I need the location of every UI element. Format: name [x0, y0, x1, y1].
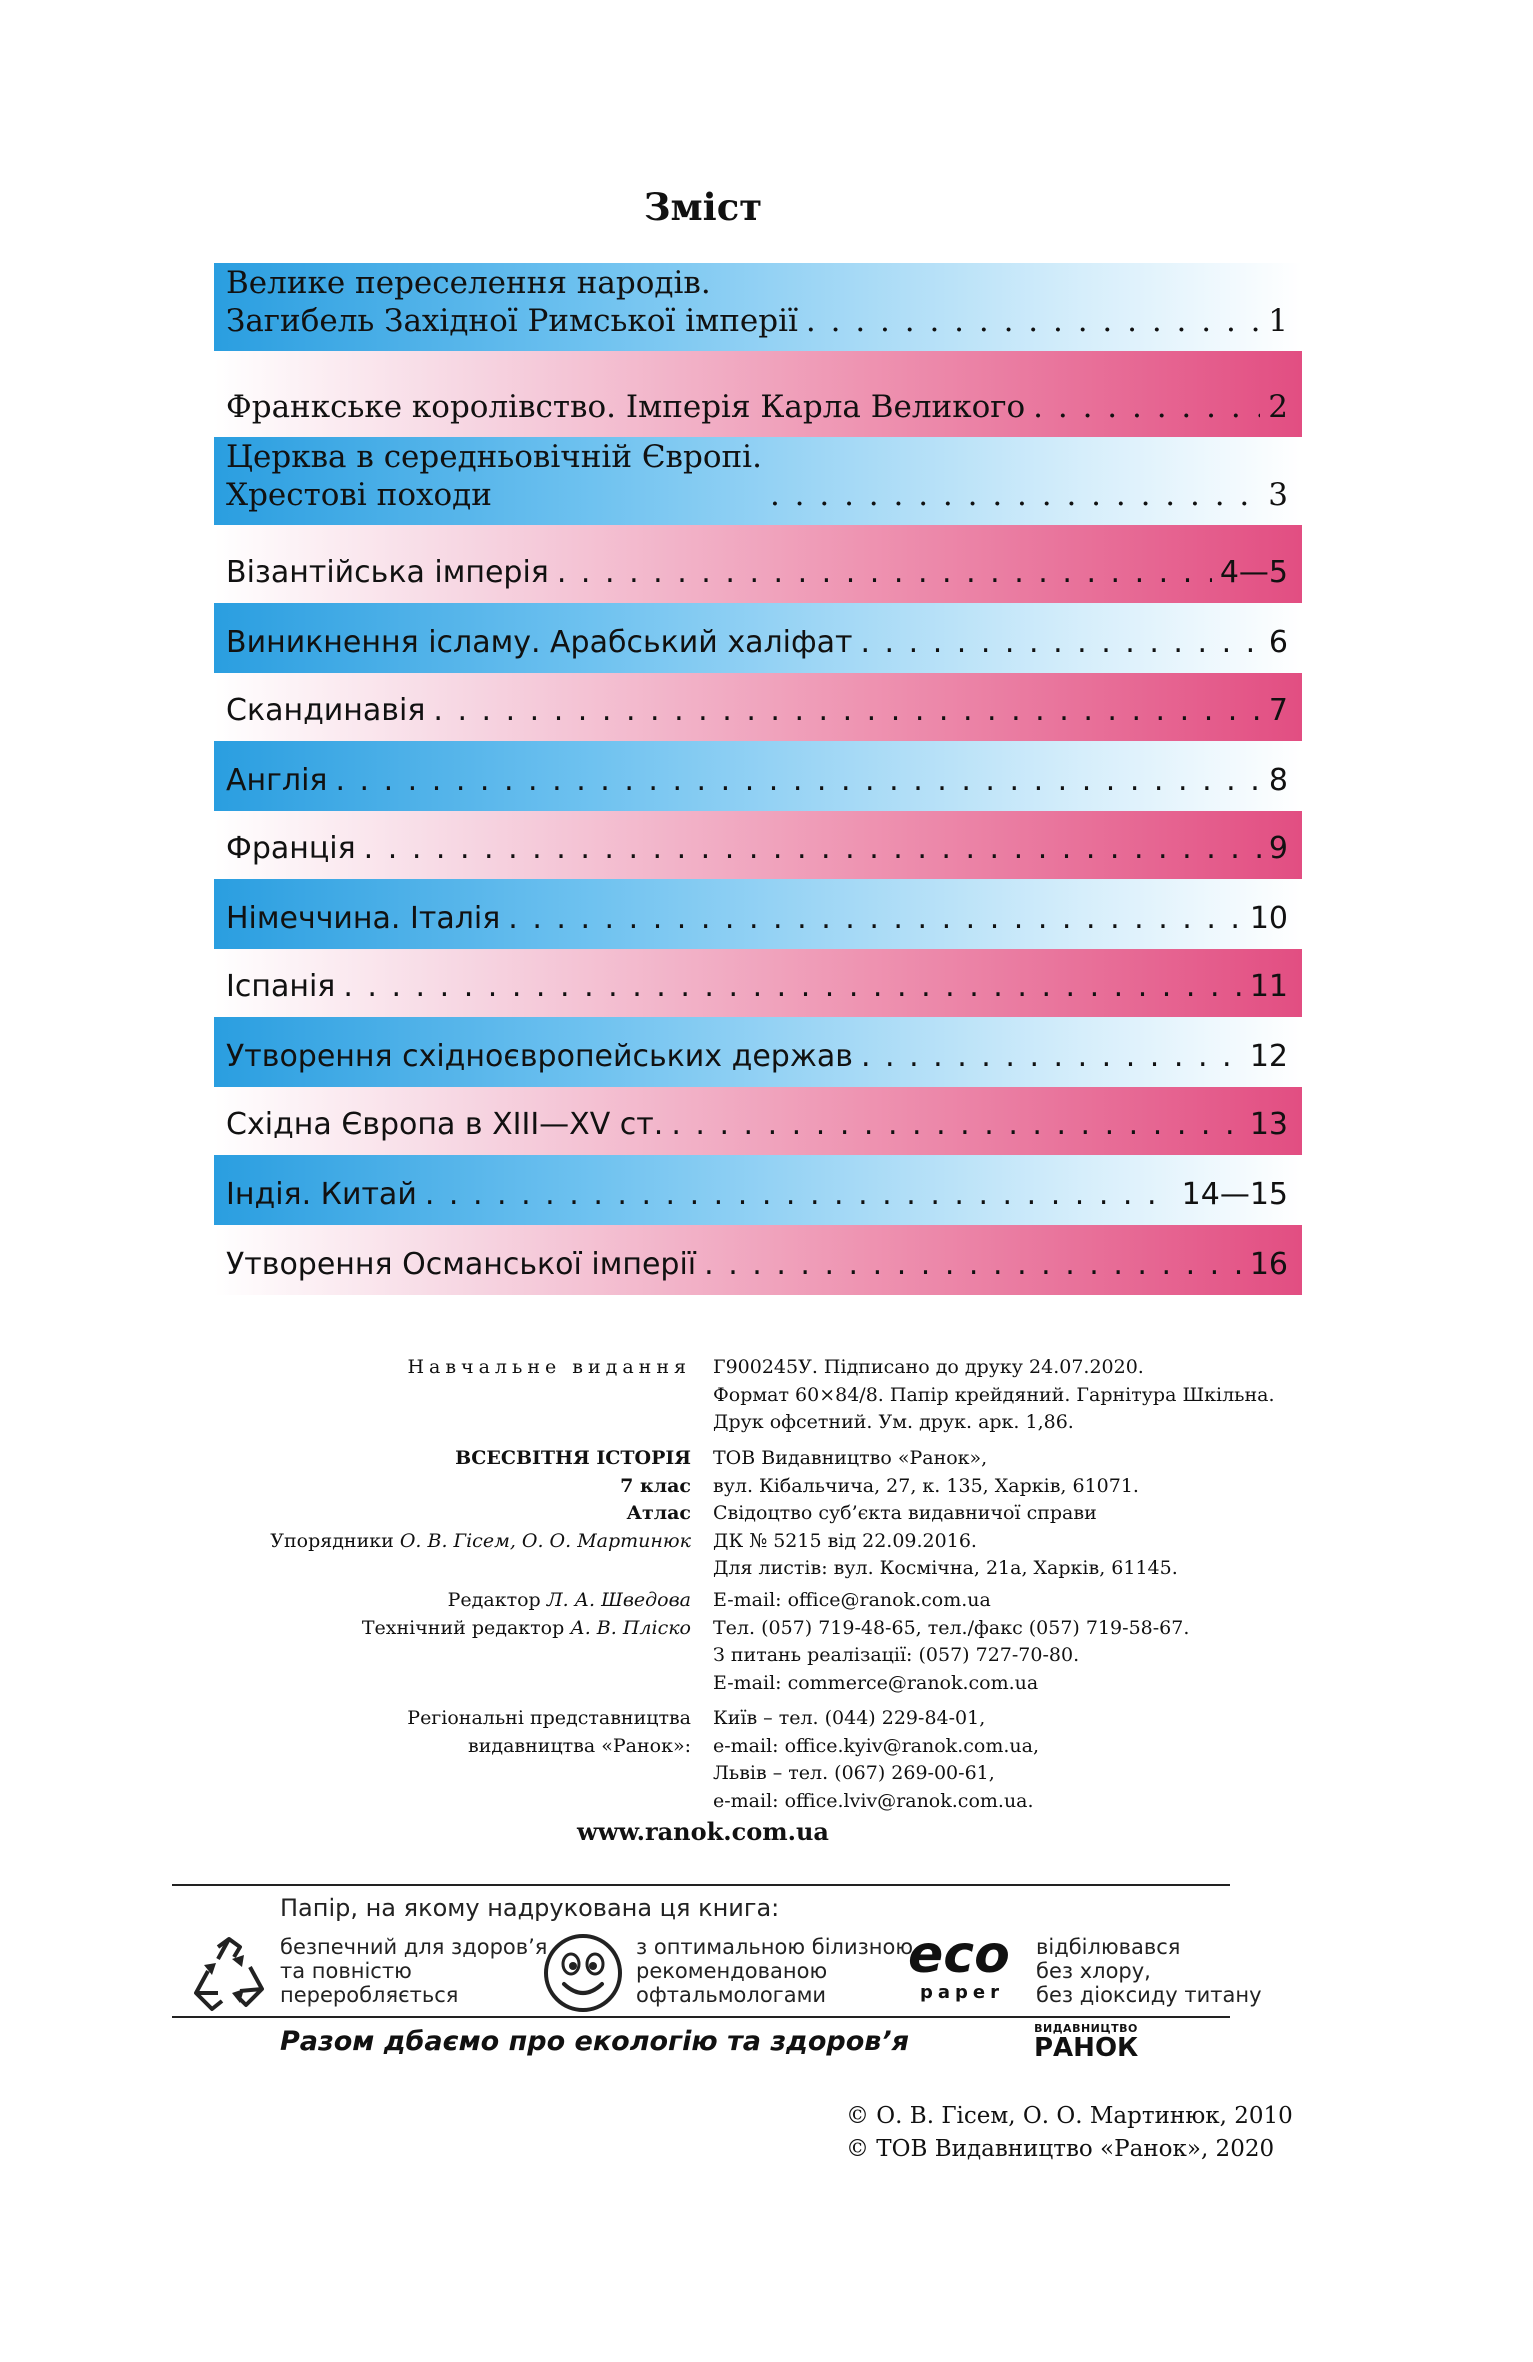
toc-row — [214, 949, 1302, 1017]
toc-dot-leader — [433, 692, 1261, 730]
regional-offices — [713, 1705, 1039, 1815]
toc-dot-leader — [770, 476, 1260, 514]
recycle-icon — [188, 1935, 270, 2017]
toc-dot-leader — [806, 302, 1260, 340]
toc-dot-leader — [508, 900, 1242, 938]
contact-line: E-mail: office@ranok.com.ua — [713, 1589, 991, 1611]
toc-title: Англія — [226, 763, 328, 798]
toc-title: Німеччина. Італія — [226, 901, 501, 936]
contact-line: E-mail: commerce@ranok.com.ua — [713, 1671, 1039, 1694]
eco-item-line: офтальмологами — [636, 1983, 827, 2007]
regional-line: e-mail: office.lviv@ranok.com.ua. — [713, 1789, 1034, 1812]
toc-row — [214, 879, 1302, 949]
eco-item-line: відбілювався — [1036, 1935, 1181, 1959]
toc-title: Візантійська імперія — [226, 555, 549, 590]
contact-line: З питань реалізації: (057) 727-70-80. — [713, 1644, 1080, 1666]
toc-dot-leader — [364, 830, 1261, 868]
toc-row — [214, 1155, 1302, 1225]
edition-type: Навчальне видання — [407, 1356, 691, 1378]
compilers-line — [270, 1528, 691, 1556]
publisher-logo — [1034, 2023, 1138, 2061]
regional-line: e-mail: office.kyiv@ranok.com.ua, — [713, 1734, 1039, 1757]
copyright — [846, 2100, 1293, 2166]
toc-dot-leader — [671, 1106, 1242, 1144]
toc-title: Франція — [226, 831, 356, 866]
print-info-line: Г900245У. Підписано до друку 24.07.2020. — [713, 1356, 1144, 1378]
publisher-logo-name: РАНОК — [1034, 2033, 1139, 2063]
toc-dot-leader — [704, 1246, 1242, 1284]
toc-title: Іспанія — [226, 969, 336, 1004]
toc-page-number: 9 — [1268, 831, 1288, 866]
eco-slogan: Разом дбаємо про екологію та здоров’я — [280, 2026, 909, 2057]
tech-editor-label: Технічний редактор — [361, 1616, 565, 1639]
page-title: Зміст — [643, 185, 763, 229]
toc-row — [214, 263, 1302, 351]
toc-page-number: 8 — [1268, 763, 1288, 798]
eco-item-line: переробляється — [280, 1983, 459, 2007]
book-grade: 7 клас — [620, 1474, 691, 1497]
tech-editor-name: А. В. Пліско — [570, 1616, 691, 1639]
eco-item-line: безпечний для здоров’я — [280, 1935, 548, 1959]
contacts-info — [713, 1587, 1189, 1697]
eco-logo-text: eco — [908, 1925, 1010, 1985]
eco-item-line: рекомендованою — [636, 1959, 828, 1983]
publisher-info — [713, 1445, 1178, 1583]
toc-dot-leader — [1033, 388, 1260, 426]
eco-paper-logo — [908, 1925, 1018, 2008]
divider — [172, 2016, 1230, 2018]
toc-dot-leader — [425, 1176, 1174, 1214]
editor-label: Редактор — [447, 1589, 541, 1611]
toc-title: Східна Європа в XIII—XV ст. — [226, 1107, 664, 1142]
copyright-line: © О. В. Гісем, О. О. Мартинюк, 2010 — [846, 2103, 1293, 2129]
toc-page-number: 11 — [1249, 969, 1288, 1004]
divider — [172, 1884, 1230, 1886]
contact-line: Тел. (057) 719-48-65, тел./факс (057) 719-58-67. — [713, 1616, 1190, 1639]
tech-editor-line — [362, 1615, 691, 1643]
toc-page-number: 3 — [1268, 477, 1288, 513]
regional-line: Львів – тел. (067) 269-00-61, — [713, 1762, 995, 1784]
print-info — [713, 1354, 1275, 1437]
toc-row — [214, 1017, 1302, 1087]
toc-page-number: 1 — [1268, 303, 1288, 339]
compilers-label: Упорядники — [270, 1529, 394, 1552]
regional-label-line: Регіональні представництва — [407, 1707, 691, 1729]
regional-line: Київ – тел. (044) 229-84-01, — [713, 1707, 986, 1729]
eco-item-line: без хлору, — [1036, 1959, 1151, 1983]
book-title: ВСЕСВІТНЯ ІСТОРІЯ — [455, 1447, 691, 1469]
toc-row — [214, 1225, 1302, 1295]
compilers: О. В. Гісем, О. О. Мартинюк — [399, 1529, 691, 1552]
print-info-line: Друк офсетний. Ум. друк. арк. 1,86. — [713, 1411, 1074, 1433]
toc-page-number: 2 — [1268, 389, 1288, 425]
regional-label-line: видавництва «Ранок»: — [468, 1734, 691, 1757]
toc-row — [214, 525, 1302, 603]
toc-row — [214, 741, 1302, 811]
toc-title: Франкське королівство. Імперія Карла Великого — [226, 389, 1026, 425]
regional-label — [407, 1705, 691, 1760]
toc-row — [214, 811, 1302, 879]
toc-row — [214, 351, 1302, 437]
book-type: Атлас — [626, 1502, 691, 1524]
toc-title: Велике переселення народів. Загибель Західної Римської імперії — [226, 265, 798, 339]
eco-item-line: без діоксиду титану — [1036, 1983, 1262, 2007]
eco-item-safe — [280, 1935, 547, 2007]
eco-item-line: з оптимальною білизною, — [636, 1935, 920, 1959]
publisher-line: вул. Кібальчича, 27, к. 135, Харків, 61071. — [713, 1474, 1139, 1497]
toc-dot-leader — [860, 624, 1260, 662]
toc-page-number: 4—5 — [1219, 555, 1288, 590]
book-info — [270, 1445, 691, 1555]
toc-page-number: 7 — [1268, 693, 1288, 728]
toc-title: Утворення східноєвропейських держав — [226, 1039, 853, 1074]
publisher-logo-top: ВИДАВНИЦТВО — [1034, 2022, 1138, 2035]
toc-page-number: 13 — [1249, 1107, 1288, 1142]
smiley-icon — [542, 1932, 624, 2014]
eco-item-whiteness — [636, 1935, 920, 2007]
toc-title: Церква в середньовічній Європі. Хрестові походи — [226, 439, 762, 513]
toc-row — [214, 1087, 1302, 1155]
toc-title: Індія. Китай — [226, 1177, 417, 1212]
editors-info — [362, 1587, 691, 1642]
toc-row — [214, 673, 1302, 741]
toc-page-number: 14—15 — [1181, 1177, 1288, 1212]
publisher-line: Для листів: вул. Космічна, 21а, Харків, 61145. — [713, 1557, 1178, 1579]
toc-row — [214, 437, 1302, 525]
toc-page-number: 12 — [1249, 1039, 1288, 1074]
editor-line — [362, 1587, 691, 1615]
toc-page-number: 6 — [1268, 625, 1288, 660]
print-info-line: Формат 60×84/8. Папір крейдяний. Гарнітура Шкільна. — [713, 1383, 1275, 1406]
toc-dot-leader — [343, 968, 1241, 1006]
copyright-line: © ТОВ Видавництво «Ранок», 2020 — [846, 2136, 1275, 2162]
toc-dot-leader — [335, 762, 1260, 800]
website: www.ranok.com.ua — [577, 1817, 829, 1846]
publisher-line: Свідоцтво суб’єкта видавничої справи — [713, 1502, 1097, 1524]
publisher-line: ДК № 5215 від 22.09.2016. — [713, 1529, 977, 1552]
publisher-line: ТОВ Видавництво «Ранок», — [713, 1447, 988, 1469]
editor-name: Л. А. Шведова — [546, 1589, 691, 1611]
toc-title: Утворення Османської імперії — [226, 1247, 697, 1282]
toc-title: Скандинавія — [226, 693, 426, 728]
eco-item-line: та повністю — [280, 1959, 412, 1983]
toc-dot-leader — [557, 554, 1212, 592]
eco-logo-sub: paper — [920, 1982, 1005, 2003]
toc-page-number: 16 — [1249, 1247, 1288, 1282]
toc-title: Виникнення ісламу. Арабський халіфат — [226, 625, 853, 660]
toc-dot-leader — [861, 1038, 1242, 1076]
toc-page-number: 10 — [1249, 901, 1288, 936]
eco-item-bleach — [1036, 1935, 1262, 2007]
toc-row — [214, 603, 1302, 673]
table-of-contents — [214, 263, 1302, 1295]
eco-heading: Папір, на якому надрукована ця книга: — [280, 1894, 780, 1922]
